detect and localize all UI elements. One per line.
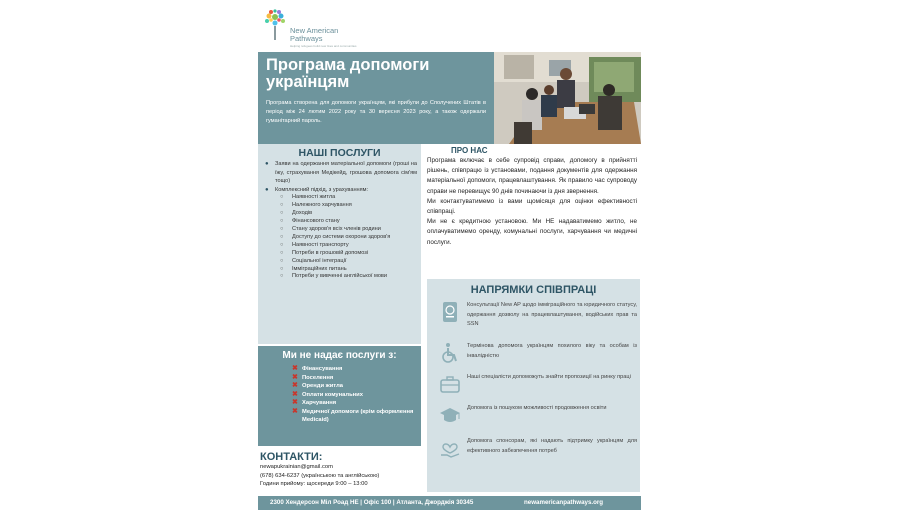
services-list xyxy=(262,160,417,281)
services-title: НАШІ ПОСЛУГИ xyxy=(298,147,381,159)
sub-list-item xyxy=(262,234,417,242)
not-provided-item: Харчування xyxy=(302,400,337,406)
bullet-icon: ● xyxy=(265,186,269,193)
sub-item-text: Доступу до системи охорони здоров'я xyxy=(292,233,391,240)
not-provided-title: Ми не надає послуги з: xyxy=(282,350,397,361)
wheelchair-icon xyxy=(439,342,461,364)
circle-bullet-icon: ○ xyxy=(280,210,284,217)
footer-address: 2300 Хендерсон Міл Роад НЕ | Офіс 100 | Атланта, Джорджія 30345 xyxy=(270,499,474,506)
sub-list-item xyxy=(262,273,417,281)
logo xyxy=(262,8,372,46)
about-paragraph: Ми не є кредитною установою. Ми НЕ надаватимемо житло, не оплачуватимемо оренду, комунальні послуги, харчування чи медичні послуги. xyxy=(427,218,637,246)
not-provided-item: Оплати комунальних xyxy=(302,391,363,398)
x-mark-icon: ✖ xyxy=(292,407,298,415)
x-mark-icon: ✖ xyxy=(292,390,298,398)
tree-logo-icon xyxy=(262,8,288,42)
team-meeting-photo xyxy=(494,52,641,144)
brand-name: New American Pathways xyxy=(290,26,339,43)
office-hours: Години прийому: щосереди 9:00 – 13:00 xyxy=(260,481,368,487)
contacts-title: КОНТАКТИ: xyxy=(260,451,323,463)
service-item-text: Комплексний підхід, з урахуванням: xyxy=(275,186,369,193)
list-item xyxy=(292,391,417,400)
sub-item-text: Доходів xyxy=(292,210,313,217)
cooperation-panel xyxy=(427,279,640,492)
sub-list-item xyxy=(262,202,417,210)
sub-list-item xyxy=(262,242,417,250)
briefcase-icon xyxy=(439,373,461,395)
sub-item-text: Фінансового стану xyxy=(292,218,340,225)
contact-phone[interactable]: (678) 634-6237 (українською та англійською) xyxy=(260,472,380,479)
circle-bullet-icon: ○ xyxy=(280,265,284,272)
sub-item-text: Потреби в грошовій допомозі xyxy=(292,249,369,256)
cooperation-item-text: Допомога із пошуком можливості продовження освіти xyxy=(467,405,607,411)
not-provided-item: Медичної допомоги (крім оформлення Medicaid) xyxy=(302,408,414,423)
list-item xyxy=(292,382,417,391)
list-item xyxy=(292,399,417,408)
circle-bullet-icon: ○ xyxy=(280,233,284,240)
circle-bullet-icon: ○ xyxy=(280,218,284,225)
x-mark-icon: ✖ xyxy=(292,399,298,406)
list-item xyxy=(292,408,417,425)
circle-bullet-icon: ○ xyxy=(280,194,284,201)
intro-text: Програма створена для допомоги українцям, які прибули до Сполучених Штатів в період між 24 лютим 2022 року та 30 вересня 2023 року, а також одержали гуманітарний пароль. xyxy=(266,100,486,124)
not-provided-item: Фінансування xyxy=(302,366,343,372)
not-provided-item: Поселення xyxy=(302,374,334,381)
sub-item-text: Потреби у вивченні англійської мови xyxy=(292,273,388,280)
service-item-text: Заяви на одержання матеріальної допомоги (гроші на їжу, страхування Медікейд, грошова допомога сім'ям тощо) xyxy=(275,161,417,185)
not-provided-item: Оренди житла xyxy=(302,383,343,389)
sub-list-item xyxy=(262,210,417,218)
list-item xyxy=(262,186,417,195)
cooperation-item-text: Консультації New AP щодо імміграційного та юридичного статусу, одержання дозволу на працевлаштування, водійських прав та SSN xyxy=(467,302,637,327)
sub-list-item xyxy=(262,218,417,226)
about-title: ПРО НАС xyxy=(451,146,488,155)
cooperation-item-text: Допомога спонсорам, які надають підтримку українцям для ефективного забезпечення потреб xyxy=(467,438,637,454)
sub-item-text: Стану здоров'я всіх членів родини xyxy=(292,226,381,232)
cooperation-title: НАПРЯМКИ СПІВПРАЦІ xyxy=(470,284,597,296)
contacts-section xyxy=(260,451,430,489)
footer-bar xyxy=(258,496,641,510)
circle-bullet-icon: ○ xyxy=(280,249,284,256)
sub-item-text: Наявності транспорту xyxy=(292,241,349,248)
about-paragraph: Програма включає в себе супровід справи, допомогу в прийнятті рішень, співпрацю із установами, подання документів для одержання матеріальної допомоги, працевлаштування. Як правило час супроводу справи не перевищує 90 днів починаючи із дня звернення. xyxy=(427,157,637,195)
graduation-cap-icon xyxy=(439,404,461,426)
sub-item-text: Імміграційних питань xyxy=(292,265,347,272)
list-item xyxy=(262,160,417,186)
sub-item-text: Належного харчування xyxy=(292,202,352,209)
not-provided-list xyxy=(292,365,417,425)
circle-bullet-icon: ○ xyxy=(280,226,284,232)
circle-bullet-icon: ○ xyxy=(280,241,284,248)
sub-item-text: Наявності житла xyxy=(292,194,336,201)
sub-item-text: Соціальної інтеграції xyxy=(292,257,347,264)
passport-icon xyxy=(439,301,461,323)
website-link[interactable]: newamericanpathways.org xyxy=(524,499,604,506)
sub-list-item xyxy=(262,194,417,202)
circle-bullet-icon: ○ xyxy=(280,202,284,209)
heart-hand-icon xyxy=(439,437,461,459)
page-title: Програма допомоги українцям xyxy=(266,56,430,91)
sub-list-item xyxy=(262,226,417,234)
x-mark-icon: ✖ xyxy=(292,382,298,389)
x-mark-icon: ✖ xyxy=(292,373,298,381)
sub-list-item xyxy=(262,250,417,258)
x-mark-icon: ✖ xyxy=(292,365,298,372)
bullet-icon: ● xyxy=(265,161,269,167)
list-item xyxy=(292,365,417,374)
services-panel xyxy=(258,144,421,344)
cooperation-item-text: Термінова допомога українцям похилого віку та особам із інвалідністю xyxy=(467,343,637,359)
sub-list-item xyxy=(262,258,417,266)
cooperation-item-text: Наші спеціалісти допоможуть знайти пропозиції на ринку праці xyxy=(467,374,631,380)
about-text xyxy=(427,156,637,248)
header-banner xyxy=(258,52,641,144)
circle-bullet-icon: ○ xyxy=(280,257,284,264)
not-provided-panel xyxy=(258,346,421,446)
flyer-page xyxy=(258,0,641,520)
contact-email-link[interactable]: newapukrainian@gmail.com xyxy=(260,464,333,470)
brand-tagline: Helping refugees build new lives and communities xyxy=(290,44,357,48)
circle-bullet-icon: ○ xyxy=(280,273,284,280)
list-item xyxy=(292,374,417,383)
about-paragraph: Ми контактуватимемо із вами щомісяця для оцінки ефективності співпраці. xyxy=(427,197,637,216)
